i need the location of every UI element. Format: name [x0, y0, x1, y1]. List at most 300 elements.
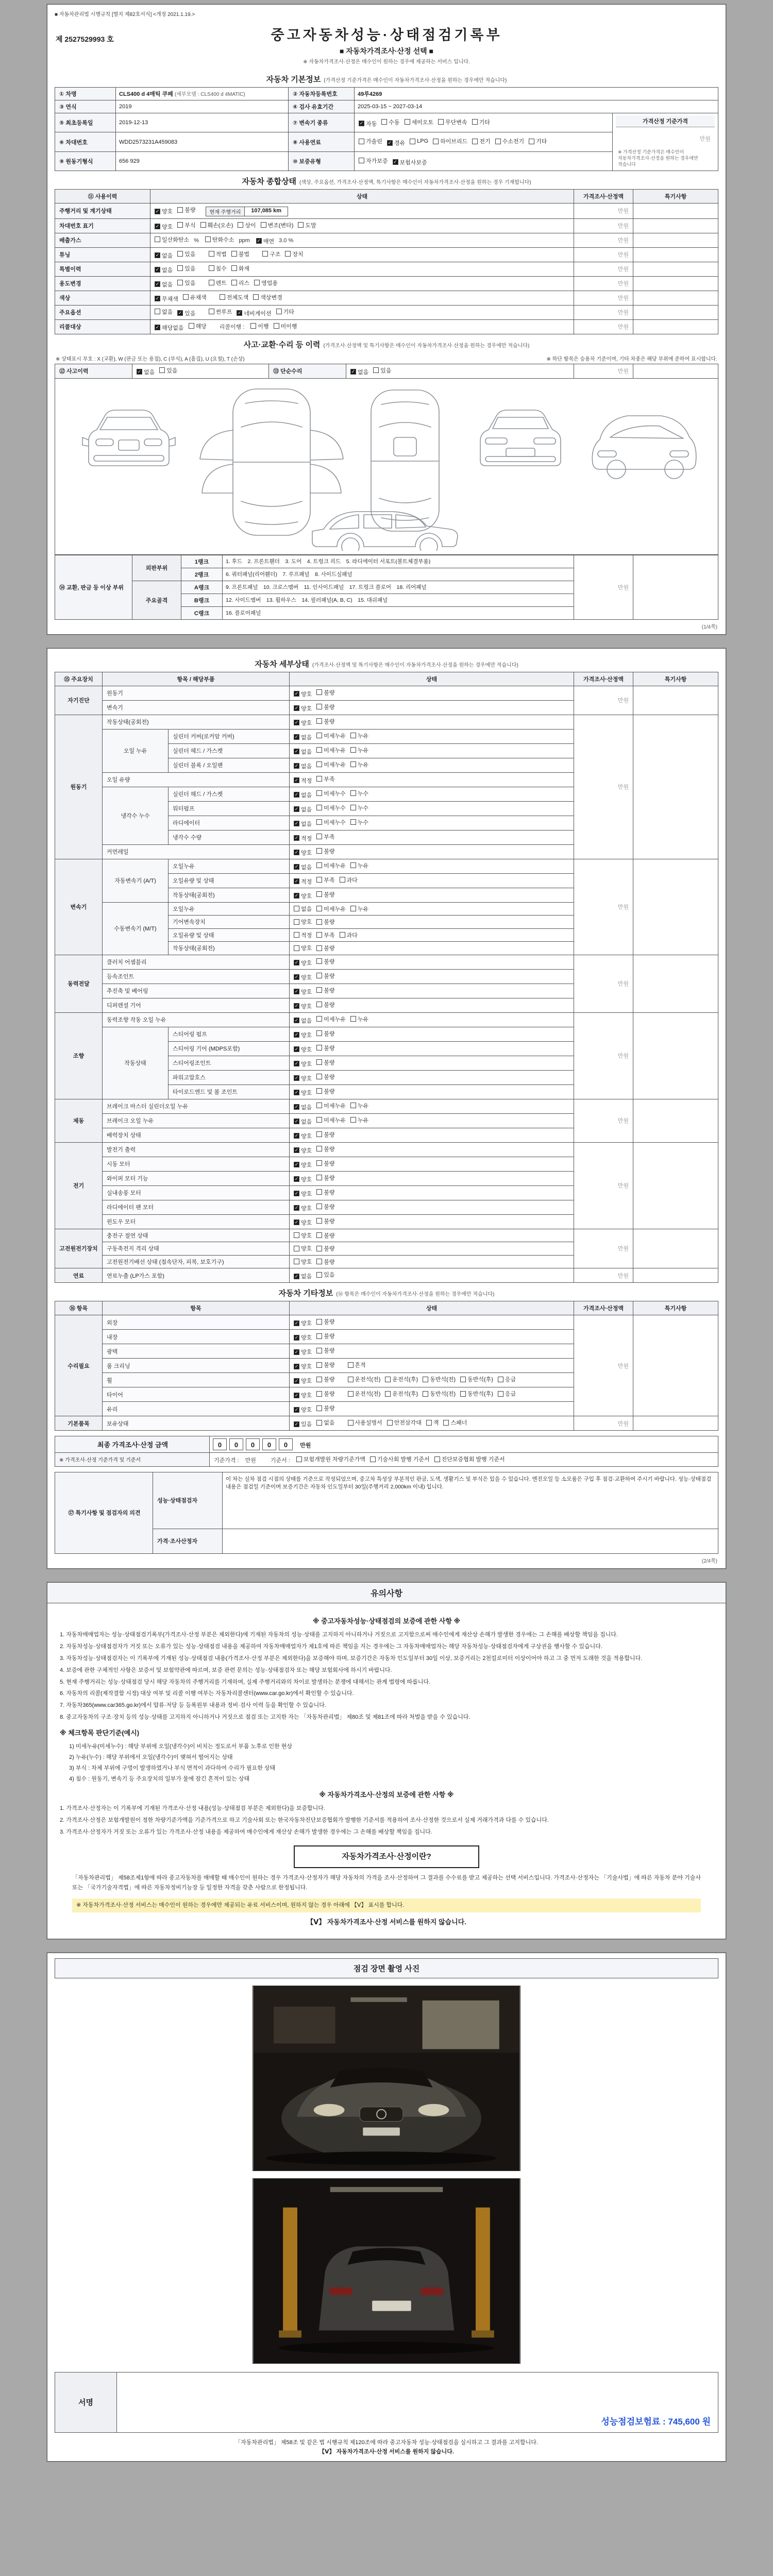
checkbox-option[interactable]: [350, 818, 368, 826]
checkbox-option[interactable]: [155, 235, 189, 244]
checkbox-label: 전기: [479, 139, 491, 145]
checkbox-option[interactable]: [340, 931, 358, 939]
checkbox-option[interactable]: [231, 250, 249, 258]
checkbox-icon: [340, 932, 345, 938]
accident-label: ⑫ 사고이력: [55, 364, 132, 378]
checkbox-option[interactable]: [296, 1455, 365, 1463]
checkbox-icon: ✓: [294, 1334, 299, 1340]
checkbox-icon: [294, 906, 299, 911]
checkbox-option[interactable]: [316, 1231, 334, 1240]
checkbox-option[interactable]: [350, 1101, 368, 1110]
checkbox-option[interactable]: [340, 876, 358, 884]
checkbox-label: 부족: [324, 932, 335, 939]
checkbox-icon: [209, 265, 214, 271]
checkbox-option[interactable]: [294, 1258, 312, 1266]
checkbox-option[interactable]: [472, 118, 490, 126]
checkbox-option[interactable]: [316, 957, 334, 965]
checkbox-label: 없음: [301, 806, 312, 813]
checkbox-option[interactable]: [316, 1404, 334, 1412]
checkbox-option[interactable]: [294, 1204, 312, 1212]
checkbox-icon: ✓: [294, 1406, 299, 1412]
checkbox-option[interactable]: [350, 804, 368, 812]
checkbox-option[interactable]: [350, 760, 368, 769]
checkbox-option[interactable]: [359, 157, 388, 165]
checkbox-option[interactable]: [294, 719, 312, 727]
checkbox-option[interactable]: [316, 1361, 334, 1369]
checkbox-label: 불량: [324, 1088, 335, 1095]
engine-type-value: 656 929: [116, 151, 289, 171]
checkbox-icon: [316, 1362, 322, 1368]
checkbox-option[interactable]: [294, 1175, 312, 1183]
checkbox-icon: [316, 733, 322, 738]
checkbox-option[interactable]: [350, 905, 368, 913]
checkbox-option[interactable]: [472, 137, 490, 145]
checkbox-option[interactable]: [316, 986, 334, 994]
checkbox-icon: ✓: [294, 777, 299, 783]
checkbox-option[interactable]: [231, 264, 249, 273]
header-state: 상태: [150, 190, 574, 204]
checkbox-option[interactable]: [348, 1418, 382, 1427]
checkbox-option[interactable]: [238, 221, 256, 229]
checkbox-option[interactable]: [294, 1319, 312, 1327]
checkbox-option[interactable]: [316, 1375, 334, 1383]
price-digit: 0: [262, 1438, 276, 1450]
checkbox-option[interactable]: [294, 1045, 312, 1054]
checkbox-option[interactable]: [405, 118, 434, 126]
checkbox-option[interactable]: [209, 279, 227, 287]
checkbox-option[interactable]: [294, 944, 312, 952]
checkbox-label: 불량: [324, 1204, 335, 1210]
checkbox-icon: ✓: [294, 878, 299, 884]
item-name: 커먼레일: [103, 844, 290, 859]
inspection-photo-rear: [253, 2178, 520, 2364]
price-cell: 만원: [574, 1012, 633, 1099]
checkbox-option[interactable]: [316, 1116, 346, 1124]
checkbox-option[interactable]: [359, 120, 377, 128]
notice-item: 1) 미세누유(미세누수) : 해당 부위에 오일(냉각수)이 비치는 정도로서 부품 노후로 인한 현상: [69, 1743, 293, 1750]
checkbox-label: 누유: [357, 1117, 369, 1124]
price-cell: 만원: [574, 319, 633, 334]
checkbox-option[interactable]: [316, 1202, 334, 1211]
checkbox-option[interactable]: [209, 264, 227, 273]
part-name: 스티어링 펌프: [169, 1027, 290, 1041]
checkbox-label: 진단보증협회 발행 기준서: [441, 1456, 505, 1463]
checkbox-option[interactable]: [294, 905, 312, 913]
checkbox-label: 양호: [301, 1075, 312, 1082]
checkbox-option[interactable]: [316, 847, 334, 855]
checkbox-option[interactable]: [294, 1190, 312, 1198]
checkbox-option[interactable]: [316, 1346, 334, 1354]
checkbox-option[interactable]: [155, 207, 173, 215]
checkbox-option[interactable]: [294, 1002, 312, 1010]
checkbox-option[interactable]: [294, 1218, 312, 1227]
usage-history-row: [55, 291, 718, 305]
price-cell: 만원: [574, 1099, 633, 1142]
checkbox-option[interactable]: [261, 221, 294, 229]
checkbox-option[interactable]: [294, 1031, 312, 1039]
checkbox-option[interactable]: [385, 1389, 418, 1398]
checkbox-option[interactable]: [189, 322, 207, 330]
checkbox-label: 양호: [301, 1176, 312, 1183]
checkbox-option[interactable]: [316, 688, 334, 697]
checkbox-icon: [316, 1218, 322, 1224]
inspection-period-label: ④ 검사 유효기간: [289, 100, 355, 113]
checkbox-option[interactable]: [285, 250, 303, 258]
checkbox-option[interactable]: [209, 308, 232, 316]
checkbox-option[interactable]: [359, 137, 382, 145]
checkbox-option[interactable]: [316, 833, 334, 841]
section-overall: [55, 171, 718, 189]
checkbox-option[interactable]: [177, 250, 195, 258]
checkbox-option[interactable]: [316, 732, 346, 740]
usage-history-row: [55, 276, 718, 291]
checkbox-icon: [294, 919, 299, 925]
checkbox-option[interactable]: [209, 250, 227, 258]
checkbox-option[interactable]: [294, 877, 312, 886]
checkbox-label: 누유: [357, 761, 369, 768]
checkbox-option[interactable]: [316, 1418, 334, 1427]
checkbox-icon: [285, 251, 291, 257]
checkbox-option[interactable]: [137, 368, 155, 376]
checkbox-option[interactable]: [294, 1377, 312, 1385]
checkbox-option[interactable]: [316, 818, 346, 826]
price-digit: 0: [246, 1438, 260, 1450]
checkbox-option[interactable]: [177, 264, 195, 273]
checkbox-option[interactable]: [294, 690, 312, 698]
checkbox-icon: ✓: [393, 159, 397, 165]
checkbox-label: 있음: [301, 1421, 312, 1428]
checkbox-option[interactable]: [237, 309, 271, 317]
checkbox-icon: [410, 139, 415, 144]
checkbox-option[interactable]: [276, 308, 294, 316]
premium-value: 745,600 원: [668, 2416, 711, 2427]
checkbox-option[interactable]: [253, 293, 282, 301]
checkbox-option[interactable]: [294, 762, 312, 770]
checkbox-option[interactable]: [294, 959, 312, 967]
checkbox-option[interactable]: [316, 972, 334, 980]
item-name: 유리: [103, 1402, 290, 1416]
checkbox-option[interactable]: [155, 266, 173, 274]
item-name: 브레이크 마스터 실린더오일 누유: [103, 1099, 290, 1113]
checkbox-option[interactable]: [316, 905, 346, 913]
checkbox-option[interactable]: [294, 1117, 312, 1126]
checkbox-option[interactable]: [373, 366, 391, 375]
section-detail: [55, 654, 718, 672]
checkbox-option[interactable]: [316, 1145, 334, 1153]
checkbox-option[interactable]: [387, 139, 405, 147]
group-name: 자기진단: [55, 686, 103, 715]
checkbox-option[interactable]: [177, 221, 195, 229]
row-state: [290, 902, 574, 916]
checkbox-option[interactable]: [350, 1116, 368, 1124]
status-row: [55, 1229, 718, 1242]
checkbox-option[interactable]: [316, 1244, 334, 1252]
checkbox-option[interactable]: [316, 1130, 334, 1139]
checkbox-option[interactable]: [316, 876, 334, 884]
checkbox-option[interactable]: [274, 322, 297, 330]
checkbox-option[interactable]: [350, 368, 368, 376]
checkbox-label: 불법: [238, 251, 250, 258]
transmission-checks: [355, 113, 613, 132]
checkbox-option[interactable]: [316, 1389, 334, 1398]
rank-items: 16. 플로어패널: [223, 606, 574, 619]
odometer-label: 현재 주행거리: [206, 207, 245, 216]
checkbox-option[interactable]: [294, 1060, 312, 1068]
checkbox-icon: [316, 718, 322, 724]
notice-item: 2. 가격조사·산정은 보험개발원이 정한 차량기준가액을 기준가격으로 하고 기술사회 또는 한국자동차진단보증협회가 발행한 기준서를 적용하여 조사·산정한 것으로서 실제 거래가격과 다를 수 있습니다.: [60, 1817, 549, 1824]
checkbox-option[interactable]: [348, 1389, 381, 1398]
checkbox-option[interactable]: [294, 1244, 312, 1252]
checkbox-option[interactable]: [316, 861, 346, 870]
checkbox-option[interactable]: [159, 366, 177, 375]
checkbox-option[interactable]: [350, 861, 368, 870]
checkbox-option[interactable]: [316, 775, 334, 783]
row-state: [290, 888, 574, 902]
checkbox-option[interactable]: [316, 760, 346, 769]
signature-area[interactable]: [117, 2372, 718, 2432]
checkbox-option[interactable]: [294, 704, 312, 713]
status-row: [55, 1099, 718, 1113]
checkbox-option[interactable]: [254, 279, 278, 287]
status-row: [55, 1012, 718, 1027]
checkbox-icon: [316, 891, 322, 897]
checkbox-option[interactable]: [183, 293, 207, 301]
checkbox-option[interactable]: [294, 1420, 312, 1428]
checkbox-option[interactable]: [350, 1015, 368, 1023]
checkbox-icon: ✓: [294, 1392, 299, 1398]
checkbox-label: 있음: [184, 280, 196, 286]
row-state: [290, 1128, 574, 1142]
checkbox-option[interactable]: [410, 138, 428, 144]
rank-items: 6. 쿼터패널(리어휀더) 7. 루프패널 8. 사이드실패널: [223, 568, 574, 581]
checkbox-option[interactable]: [155, 251, 173, 260]
checkbox-option[interactable]: [316, 1332, 334, 1340]
checkbox-option[interactable]: [155, 308, 173, 316]
checkbox-option[interactable]: [294, 1089, 312, 1097]
checkbox-option[interactable]: [294, 1074, 312, 1082]
checkbox-icon: [348, 1420, 354, 1426]
checkbox-option[interactable]: [423, 1375, 456, 1383]
checkbox-label: 도말: [305, 222, 316, 229]
checkbox-option[interactable]: [294, 1348, 312, 1356]
checkbox-option[interactable]: [155, 324, 184, 332]
checkbox-option[interactable]: [316, 1258, 334, 1266]
checkbox-option[interactable]: [350, 789, 368, 798]
checkbox-option[interactable]: [433, 137, 467, 145]
section-note: (⑯ 항목은 매수인이 자동차가격조사·산정을 원하는 경우에만 적습니다): [336, 1292, 495, 1298]
checkbox-label: 없음: [301, 792, 312, 799]
checkbox-option[interactable]: [298, 221, 316, 229]
checkbox-option[interactable]: [294, 1391, 312, 1399]
checkbox-option[interactable]: [294, 1272, 312, 1280]
checkbox-icon: [316, 1405, 322, 1411]
checkbox-option[interactable]: [529, 137, 547, 145]
checkbox-option[interactable]: [316, 1188, 334, 1196]
checkbox-label: 리스: [238, 280, 250, 286]
checkbox-label: 양호: [301, 893, 312, 900]
checkbox-label: 있음: [184, 251, 196, 258]
final-price-value: [210, 1436, 718, 1453]
checkbox-option[interactable]: [316, 931, 334, 939]
checkbox-label: 썬루프: [215, 309, 232, 315]
checkbox-option[interactable]: [294, 805, 312, 814]
checkbox-option[interactable]: [294, 1333, 312, 1342]
checkbox-option[interactable]: [177, 206, 195, 214]
notice-section1-list: [60, 1630, 713, 1722]
checkbox-label: 불량: [324, 1045, 335, 1052]
checkbox-option[interactable]: [294, 988, 312, 996]
checkbox-option[interactable]: [316, 703, 334, 711]
checkbox-option[interactable]: [155, 295, 178, 303]
checkbox-option[interactable]: [316, 1174, 334, 1182]
checkbox-option[interactable]: [316, 890, 334, 899]
price-digit: 0: [279, 1438, 293, 1450]
checkbox-icon: [276, 309, 282, 314]
checkbox-option[interactable]: [294, 918, 312, 926]
checkbox-option[interactable]: [294, 1231, 312, 1240]
checkbox-option[interactable]: [316, 1044, 334, 1052]
checkbox-option[interactable]: [387, 1418, 422, 1427]
checkbox-option[interactable]: [350, 732, 368, 740]
checkbox-label: 자동: [366, 121, 377, 127]
row-state: [290, 1214, 574, 1229]
checkbox-option[interactable]: [205, 235, 234, 244]
checkbox-option[interactable]: [348, 1375, 381, 1383]
checkbox-option[interactable]: [316, 1087, 334, 1095]
checkbox-option[interactable]: [426, 1418, 439, 1427]
checkbox-label: 응급: [505, 1391, 516, 1398]
row-label: 색상: [55, 291, 150, 305]
checkbox-option[interactable]: [294, 863, 312, 871]
checkbox-option[interactable]: [294, 748, 312, 756]
checkbox-option[interactable]: [200, 221, 233, 229]
row-state: [150, 262, 574, 276]
checkbox-option[interactable]: [294, 1146, 312, 1155]
checkbox-option[interactable]: [294, 1016, 312, 1025]
checkbox-option[interactable]: [256, 237, 274, 245]
page-1: [47, 4, 726, 635]
checkbox-option[interactable]: [316, 789, 346, 798]
checkbox-option[interactable]: [438, 118, 467, 126]
checkbox-option[interactable]: [348, 1361, 366, 1369]
note-cell: [633, 686, 718, 715]
notice-item: 6. 자동차의 리콜(제작결함 시정) 대상 여부 및 리콜 이행 여부는 자동차리콜센터(www.car.go.kr)에서 확인할 수 있습니다.: [60, 1690, 354, 1697]
row-state: [150, 276, 574, 291]
checkbox-option[interactable]: [316, 944, 334, 952]
checkbox-icon: ✓: [155, 224, 160, 229]
checkbox-label: 누유: [357, 862, 369, 869]
checkbox-option[interactable]: [220, 293, 249, 301]
row-state: [290, 1229, 574, 1242]
checkbox-option[interactable]: [370, 1455, 430, 1463]
checkbox-option[interactable]: [316, 1159, 334, 1167]
checkbox-option[interactable]: [177, 279, 195, 287]
row-state: [150, 204, 574, 218]
checkbox-option[interactable]: [393, 158, 427, 166]
checkbox-icon: [316, 747, 322, 753]
checkbox-option[interactable]: [294, 973, 312, 981]
checkbox-label: 없음: [162, 281, 173, 288]
checkbox-label: 보험사보증: [399, 159, 427, 166]
checkbox-option[interactable]: [294, 1161, 312, 1169]
checkbox-option[interactable]: [294, 1103, 312, 1111]
price-appraisal-definition-title: 자동차가격조사·산정이란?: [294, 1845, 479, 1868]
checkbox-option[interactable]: [385, 1375, 418, 1383]
checkbox-option[interactable]: [316, 918, 334, 926]
checkbox-option[interactable]: [316, 1270, 334, 1279]
checkbox-option[interactable]: [250, 322, 268, 330]
checkbox-option[interactable]: [316, 1058, 334, 1066]
checkbox-option[interactable]: [294, 776, 312, 785]
checkbox-icon: [316, 790, 322, 796]
row-state: [290, 1113, 574, 1128]
checkbox-icon: [189, 323, 194, 329]
table-row: [55, 1453, 718, 1467]
checkbox-label: 양호: [301, 1032, 312, 1039]
checkbox-icon: [231, 280, 237, 285]
checkbox-option[interactable]: [316, 1015, 346, 1023]
checkbox-option[interactable]: [316, 1029, 334, 1038]
checkbox-option[interactable]: [495, 137, 525, 145]
checkbox-option[interactable]: [294, 931, 312, 939]
checkbox-option[interactable]: [498, 1375, 516, 1383]
checkbox-option[interactable]: [294, 1405, 312, 1414]
checkbox-option[interactable]: [316, 1217, 334, 1225]
checkbox-option[interactable]: [262, 250, 280, 258]
checkbox-option[interactable]: [460, 1389, 493, 1398]
checkbox-option[interactable]: [155, 280, 173, 289]
checkbox-label: 동반석(후): [467, 1377, 493, 1383]
checkbox-option[interactable]: [294, 1362, 312, 1370]
checkbox-option[interactable]: [294, 820, 312, 828]
opinion-appraiser-text: [223, 1529, 718, 1553]
checkbox-option[interactable]: [316, 1317, 334, 1326]
checkbox-option[interactable]: [294, 1132, 312, 1140]
checkbox-option[interactable]: [316, 1001, 334, 1009]
checkbox-icon: [316, 1319, 322, 1325]
checkbox-icon: [385, 1391, 391, 1397]
checkbox-option[interactable]: [316, 746, 346, 754]
checkbox-option[interactable]: [294, 791, 312, 799]
checkbox-option[interactable]: [350, 746, 368, 754]
checkbox-option[interactable]: [177, 309, 195, 317]
checkbox-option[interactable]: [231, 279, 249, 287]
checkbox-option[interactable]: [316, 804, 346, 812]
checkbox-option[interactable]: [294, 892, 312, 900]
checkbox-option[interactable]: [294, 733, 312, 741]
checkbox-option[interactable]: [294, 849, 312, 857]
checkbox-option[interactable]: [294, 834, 312, 842]
checkbox-option[interactable]: [498, 1389, 516, 1398]
checkbox-label: 양호: [301, 1349, 312, 1356]
checkbox-option[interactable]: [155, 223, 173, 231]
row-state: [290, 1070, 574, 1084]
checkbox-option[interactable]: [316, 717, 334, 725]
checkbox-option[interactable]: [443, 1418, 467, 1427]
checkbox-icon: [316, 819, 322, 825]
checkbox-option[interactable]: [316, 1101, 346, 1110]
section-note: (가격조사·산정액 및 특기사항은 매수인이 자동차가격조사·산정을 원하는 경우에만 적습니다): [323, 343, 530, 349]
checkbox-option[interactable]: [316, 1073, 334, 1081]
checkbox-option[interactable]: [434, 1455, 505, 1463]
checkbox-option[interactable]: [423, 1389, 456, 1398]
table-row: [55, 1472, 718, 1529]
checkbox-label: 불량: [324, 1175, 335, 1181]
checkbox-icon: [348, 1391, 354, 1397]
checkbox-option[interactable]: [460, 1375, 493, 1383]
note-cell: [633, 859, 718, 955]
checkbox-option[interactable]: [381, 118, 399, 126]
